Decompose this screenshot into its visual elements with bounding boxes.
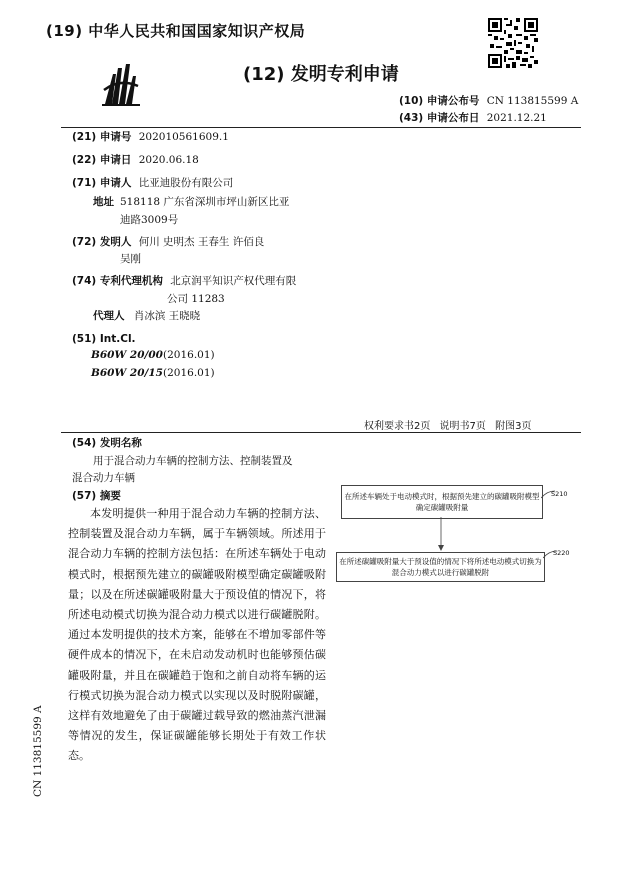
application-number-label: (21) 申请号 — [72, 131, 132, 143]
side-publication-number: CN 113815599 A — [32, 705, 44, 797]
inventors-label: (72) 发明人 — [72, 236, 132, 248]
application-number: 202010561609.1 — [138, 131, 229, 143]
address-line-1: 518118 广东省深圳市坪山新区比亚 — [120, 196, 290, 208]
ipc-year: (2016.01) — [163, 349, 215, 361]
document-type: (12) 发明专利申请 — [243, 64, 399, 85]
agents: 肖冰滨 王晓晓 — [133, 310, 201, 322]
ipc-year: (2016.01) — [163, 367, 215, 379]
title-label: (54) 发明名称 — [72, 437, 142, 449]
filing-date-row — [72, 151, 199, 169]
ipc-entry — [91, 367, 215, 379]
publication-number-label: (10) 申请公布号 — [399, 95, 480, 107]
applicant-label: (71) 申请人 — [72, 177, 132, 189]
address-label: 地址 — [93, 196, 114, 208]
flowchart-step-text: 在所述碳罐吸附量大于预设值的情况下将所述电动模式切换为混合动力模式以进行碳罐脱附 — [339, 557, 542, 577]
publication-date: 2021.12.21 — [486, 112, 547, 124]
agency-row — [72, 272, 296, 290]
flowchart-step-s220 — [336, 552, 545, 582]
invention-title-line-2: 混合动力车辆 — [72, 472, 135, 484]
agents-row — [93, 307, 200, 325]
agency: 北京润平知识产权代理有限 — [170, 275, 297, 287]
page-counts: 权利要求书2页 说明书7页 附图3页 — [364, 421, 532, 432]
step-label-s220: S220 — [553, 549, 570, 557]
applicant: 比亚迪股份有限公司 — [138, 177, 234, 189]
arrow-down-icon — [436, 517, 446, 552]
inventors: 何川 史明杰 王春生 许佰良 — [138, 236, 265, 248]
ipc-code: B60W 20/15 — [91, 367, 163, 379]
address-line-2: 迪路3009号 — [120, 214, 179, 226]
publication-number-row — [399, 93, 578, 108]
ipc-entry — [91, 349, 215, 361]
filing-date-label: (22) 申请日 — [72, 154, 132, 166]
invention-title: 用于混合动力车辆的控制方法、控制装置及 — [93, 455, 293, 467]
ipc-label: (51) Int.Cl. — [72, 333, 136, 345]
qr-code — [488, 18, 538, 68]
application-number-row — [72, 128, 229, 146]
abstract-label: (57) 摘要 — [72, 490, 121, 502]
flowchart-step-text: 在所述车辆处于电动模式时，根据预先建立的碳罐吸附模型确定碳罐吸附量 — [344, 492, 540, 512]
applicant-row — [72, 174, 233, 192]
step-label-s210: S210 — [551, 490, 568, 498]
agency-line-2: 公司 11283 — [167, 293, 225, 305]
flowchart-step-s210 — [341, 485, 543, 519]
ipc-code: B60W 20/00 — [91, 349, 163, 361]
inventors-row — [72, 233, 264, 251]
publication-date-row — [399, 110, 547, 125]
publication-number: CN 113815599 A — [486, 95, 579, 107]
inventors-line-2: 吴刚 — [120, 253, 141, 265]
abstract-text: 本发明提供一种用于混合动力车辆的控制方法、控制装置及混合动力车辆，属于车辆领域。所述用于混合动力车辆的控制方法包括：在所述车辆处于电动模式时，根据预先建立的碳罐吸附模型确定碳罐吸附量；以及在所述碳罐吸附量大于预设值的情况下，将所述电动模式切换为混合动力模式以进行碳罐脱附。通过本发明提供的技术方案，能够在不增加零部件等硬件成本的情况下，在未启动发动机时也能够预估碳罐吸附量，并且在碳罐趋于饱和之前自动将车辆的运行模式切换为混合动力模式以实现以及时脱附碳罐，这样有效地避免了由于碳罐过载导致的燃油蒸汽泄漏等情况的发生，保证碳罐能够长期处于有效工作状态。 — [68, 507, 326, 763]
publication-date-label: (43) 申请公布日 — [399, 112, 480, 124]
cnipa-emblem-icon — [100, 60, 142, 108]
issuing-office: (19) 中华人民共和国国家知识产权局 — [46, 22, 306, 40]
agency-label: (74) 专利代理机构 — [72, 275, 163, 287]
filing-date: 2020.06.18 — [138, 154, 199, 166]
abstract-body — [68, 504, 326, 767]
biblio-divider — [61, 432, 581, 433]
agents-label: 代理人 — [93, 310, 125, 322]
